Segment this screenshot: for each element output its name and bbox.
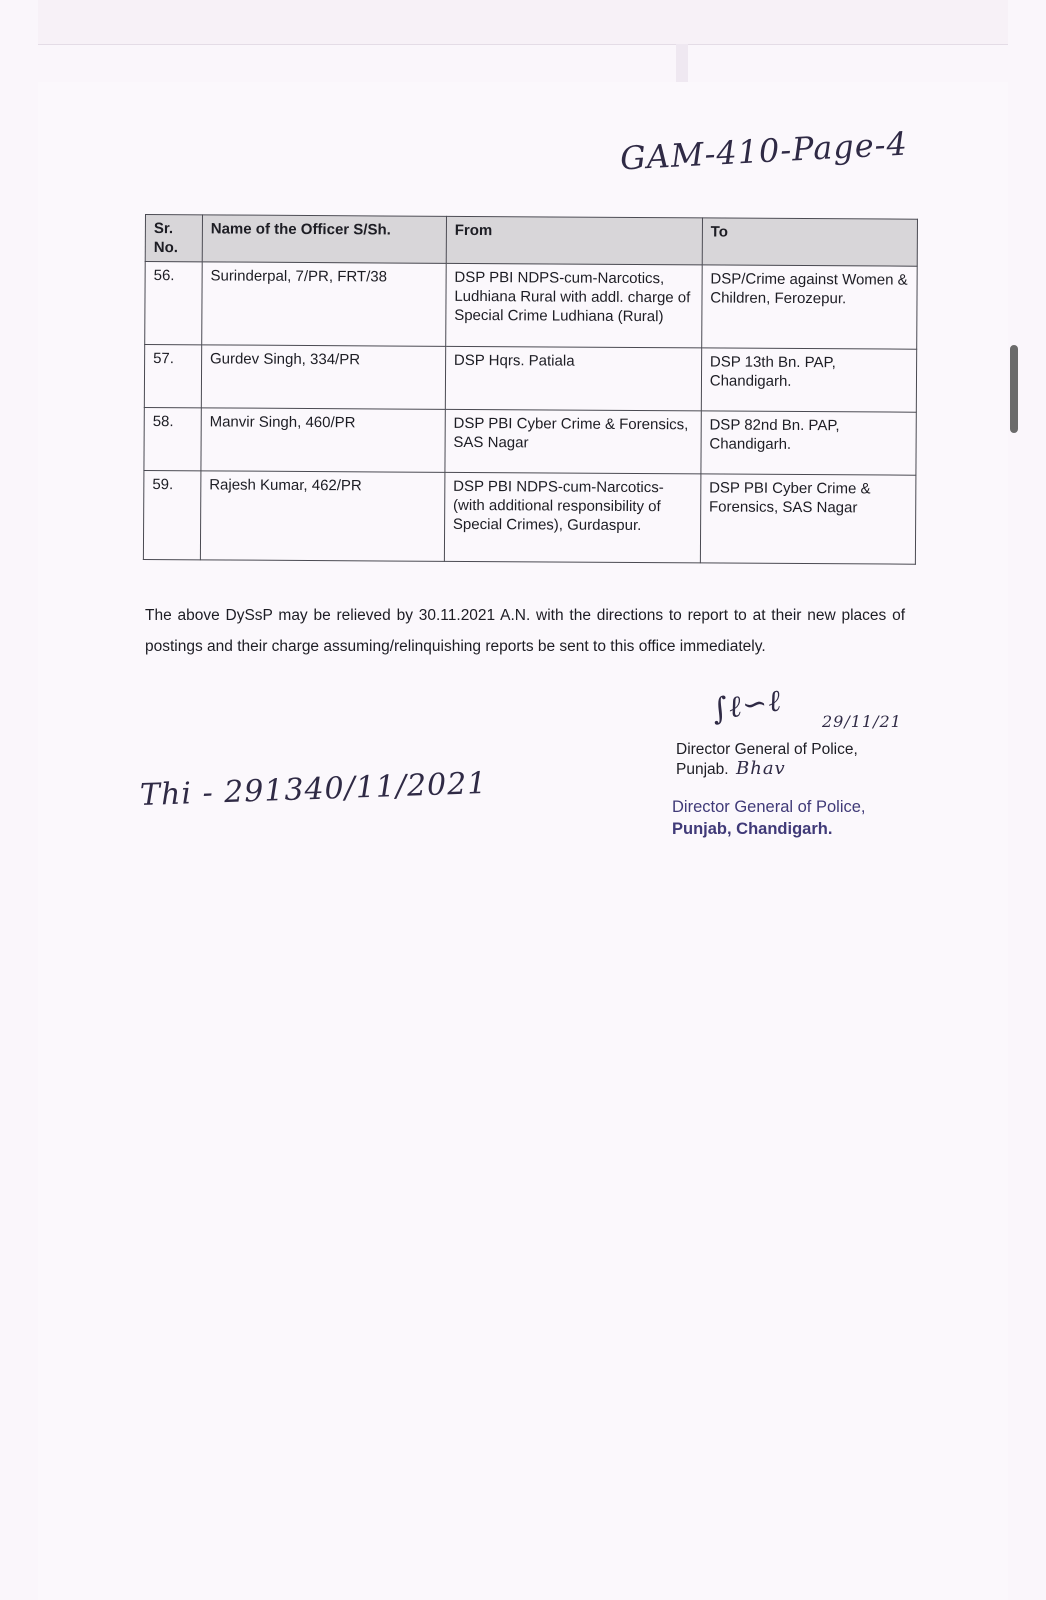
cell-sr: 58. (144, 407, 201, 470)
header-from: From (446, 216, 702, 265)
cell-name: Rajesh Kumar, 462/PR (200, 471, 445, 561)
cell-name: Surinderpal, 7/PR, FRT/38 (202, 262, 446, 346)
page-gap (676, 44, 688, 82)
cell-name: Manvir Singh, 460/PR (201, 408, 445, 472)
cell-to: DSP PBI Cyber Crime & Forensics, SAS Nagar (700, 474, 916, 564)
cell-to: DSP 82nd Bn. PAP, Chandigarh. (701, 411, 917, 475)
handwritten-reference-note: GAM-410-Page-4 (619, 124, 909, 178)
table-row (143, 470, 916, 564)
previous-page-edge (38, 0, 1008, 45)
stamp-designation: Director General of Police, (672, 798, 866, 816)
signatory-state: Punjab. (676, 761, 729, 778)
stamp-location: Punjab, Chandigarh. (672, 820, 833, 838)
postings-table (143, 214, 918, 565)
cell-sr: 59. (143, 470, 200, 559)
signature-scribble: ∫ℓ∽ℓ (709, 683, 784, 728)
handwritten-dispatch-number: Thi - 291340/11/2021 (139, 765, 488, 814)
cell-to: DSP/Crime against Women & Children, Ferozepur. (701, 265, 917, 349)
table-row (145, 262, 917, 350)
cell-to: DSP 13th Bn. PAP, Chandigarh. (701, 348, 917, 412)
signatory-designation: Director General of Police, (676, 741, 858, 758)
cell-from: DSP PBI NDPS-cum-Narcotics- (with additional responsibility of Special Crimes), Gurdaspur. (444, 472, 700, 563)
cell-name: Gurdev Singh, 334/PR (201, 345, 445, 409)
scrollbar-thumb[interactable] (1010, 345, 1018, 433)
header-officer-name: Name of the Officer S/Sh. (202, 215, 446, 263)
table-header-row (145, 215, 917, 267)
official-stamp (672, 796, 866, 840)
cell-from: DSP PBI Cyber Crime & Forensics, SAS Nagar (445, 409, 701, 474)
header-to: To (702, 218, 918, 266)
cell-from: DSP PBI NDPS-cum-Narcotics, Ludhiana Rural with addl. charge of Special Crime Ludhiana (Rural) (446, 263, 702, 348)
relieving-instructions: The above DySsP may be relieved by 30.11.2021 A.N. with the directions to report to at their new places of postings and their charge assuming/relinquishing reports be sent to this office immediately. (145, 607, 905, 655)
table-row (144, 407, 916, 475)
cell-sr: 57. (144, 345, 201, 408)
signature-date: 29/11/21 (822, 712, 902, 731)
header-sr-no: Sr. No. (145, 215, 202, 262)
handwritten-initials: Bhav (736, 758, 786, 779)
cell-sr: 56. (145, 262, 202, 345)
cell-from: DSP Hqrs. Patiala (445, 346, 701, 411)
table-row (144, 345, 916, 413)
